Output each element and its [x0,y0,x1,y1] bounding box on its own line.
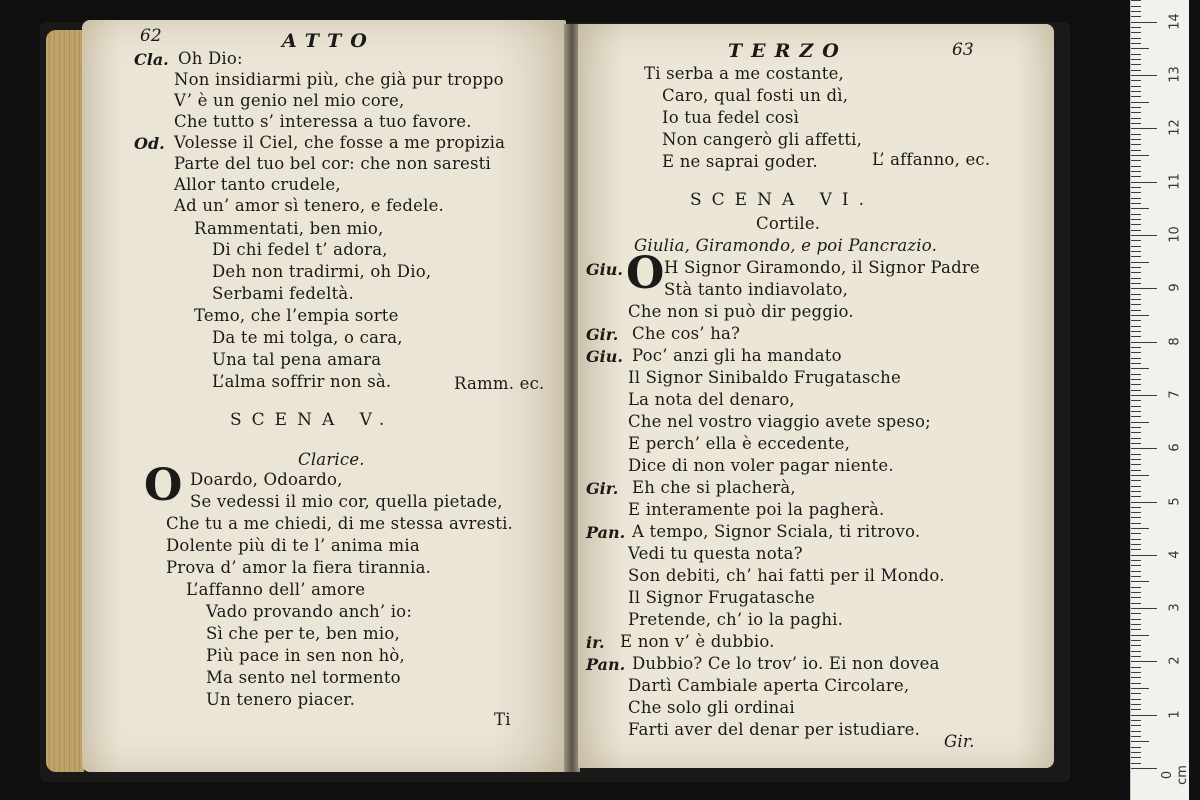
ruler-tick [1131,54,1141,55]
ruler-label: 6 [1167,443,1183,452]
verse-line: Allor tanto crudele, [174,175,341,194]
ruler-tick [1131,512,1141,513]
ruler-tick [1131,523,1141,524]
ruler-tick [1131,560,1141,561]
ruler-label: 10 [1167,226,1183,243]
ruler-tick [1131,267,1141,268]
ruler-tick [1131,256,1141,257]
dialogue-line: Dartì Cambiale aperta Circolare, [628,676,910,695]
ruler-tick [1131,208,1149,209]
ruler-tick [1131,640,1141,641]
ruler-tick [1131,629,1141,630]
verse-line: Che tu a me chiedi, di me stessa avresti. [166,514,513,533]
ruler-label: 9 [1167,283,1183,292]
drop-cap: O [626,248,665,299]
ruler-tick [1131,720,1141,721]
ruler-tick [1131,320,1141,321]
ruler-tick [1131,358,1141,359]
dialogue-line: Che nel vostro viaggio avete speso; [628,412,931,431]
ruler-tick [1131,16,1141,17]
verse-line: Prova d’ amor la fiera tirannia. [166,558,432,577]
ruler-tick [1131,347,1141,348]
dialogue-line: La nota del denaro, [628,390,795,409]
speaker-label: Od. [134,134,165,153]
ruler-tick [1131,608,1157,609]
ruler-tick [1131,688,1149,689]
dialogue-line: E non v’ è dubbio. [620,632,775,651]
ruler-tick [1131,336,1141,337]
ruler-tick [1131,486,1141,487]
ruler-tick [1131,128,1157,129]
ruler-tick [1131,496,1141,497]
ruler-tick [1131,86,1141,87]
ruler-tick [1131,731,1141,732]
verse-line: V’ è un genio nel mio core, [174,91,405,110]
dialogue-line: Pretende, ch’ io la paghi. [628,610,844,629]
speaker-label: Giu. [586,260,623,279]
ruler-tick [1131,438,1141,439]
verse-line: L’affanno dell’ amore [186,580,366,599]
ruler-label: 14 [1167,13,1183,30]
ruler-tick [1131,262,1149,263]
right-page [578,24,1054,768]
dialogue-line: Dubbio? Ce lo trov’ io. Ei non dovea [632,654,940,673]
ruler-tick [1131,171,1141,172]
cue-text: Ramm. ec. [454,374,545,393]
ruler-tick [1131,619,1141,620]
measurement-ruler [1130,0,1189,800]
scene-characters: Giulia, Giramondo, e poi Pancrazio. [634,236,938,255]
ruler-tick [1131,699,1141,700]
ruler-tick [1131,576,1141,577]
ruler-tick [1131,70,1141,71]
verse-line: Rammentati, ben mio, [194,219,384,238]
ruler-tick [1131,704,1141,705]
ruler-tick [1131,757,1141,758]
verse-line: Io tua fedel così [662,108,800,127]
ruler-tick [1131,502,1157,503]
ruler-tick [1131,645,1141,646]
ruler-tick [1131,533,1141,534]
ruler-tick [1131,272,1141,273]
verse-line: Più pace in sen non hò, [206,646,405,665]
ruler-tick [1131,475,1149,476]
speaker-label: Pan. [586,523,626,542]
ruler-tick [1131,331,1141,332]
ruler-tick [1131,48,1149,49]
ruler-tick [1131,0,1141,1]
ruler-label: 4 [1167,550,1183,559]
catchword: Ti [494,710,511,729]
dialogue-line: Vedi tu questa nota? [628,544,803,563]
ruler-tick [1131,64,1141,65]
ruler-tick [1131,240,1141,241]
ruler-tick [1131,683,1141,684]
ruler-tick [1131,304,1141,305]
dialogue-line: Che solo gli ordinai [628,698,795,717]
ruler-tick [1131,555,1157,556]
ruler-tick [1131,214,1141,215]
ruler-tick [1131,411,1141,412]
verse-line: Caro, qual fosti un dì, [662,86,849,105]
ruler-label: 3 [1167,603,1183,612]
dialogue-line: E interamente poi la pagherà. [628,500,885,519]
dialogue-line: Dice di non voler pagar niente. [628,456,894,475]
ruler-tick [1131,464,1141,465]
ruler-tick [1131,43,1141,44]
right-page-number: 63 [952,40,974,60]
ruler-tick [1131,672,1141,673]
verse-line: Una tal pena amara [212,350,382,369]
dialogue-line: Eh che si placherà, [632,478,796,497]
ruler-tick [1131,102,1149,103]
ruler-tick [1131,613,1141,614]
ruler-tick [1131,224,1141,225]
ruler-tick [1131,736,1141,737]
verse-line: Se vedessi il mio cor, quella pietade, [190,492,503,511]
ruler-tick [1131,448,1157,449]
ruler-tick [1131,299,1141,300]
speaker-label: Gir. [586,479,619,498]
verse-line: E ne saprai goder. [662,152,818,171]
left-running-head: ATTO [282,30,376,52]
ruler-tick [1131,187,1141,188]
ruler-tick [1131,656,1141,657]
verse-line: Ad un’ amor sì tenero, e fedele. [174,196,444,215]
ruler-tick [1131,134,1141,135]
ruler-tick [1131,507,1141,508]
ruler-tick [1131,768,1157,769]
ruler-tick [1131,581,1149,582]
ruler-tick [1131,139,1141,140]
ruler-tick [1131,539,1141,540]
scene-heading: SCENA V. [230,410,395,430]
drop-cap: O [144,460,183,511]
ruler-tick [1131,11,1141,12]
ruler-label: 8 [1167,336,1183,346]
ruler-tick [1131,75,1157,76]
ruler-tick [1131,219,1141,220]
left-page [82,20,566,772]
ruler-tick [1131,624,1141,625]
verse-line: Oh Dio: [178,49,243,68]
ruler-tick [1131,107,1141,108]
verse-line: Che tutto s’ interessa a tuo favore. [174,112,472,131]
ruler-tick [1131,693,1141,694]
ruler-tick [1131,667,1141,668]
ruler-tick [1131,544,1141,545]
ruler-tick [1131,160,1141,161]
ruler-tick [1131,176,1141,177]
ruler-tick [1131,747,1141,748]
ruler-tick [1131,363,1141,364]
dialogue-line: Che non si può dir peggio. [628,302,854,321]
catchword: Gir. [944,732,975,751]
ruler-tick [1131,763,1141,764]
speaker-label: Cla. [134,50,169,69]
ruler-tick [1131,6,1141,7]
ruler-tick [1131,603,1141,604]
ruler-tick [1131,549,1141,550]
ruler-tick [1131,368,1149,369]
scene-character: Clarice. [298,450,365,469]
dialogue-line: Poc’ anzi gli ha mandato [632,346,842,365]
ruler-tick [1131,150,1141,151]
ruler-tick [1131,400,1141,401]
ruler-tick [1131,384,1141,385]
ruler-tick [1131,587,1141,588]
verse-line: Serbami fedeltà. [212,284,354,303]
verse-line: Temo, che l’empia sorte [194,306,399,325]
ruler-tick [1131,310,1141,311]
speaker-label: Gir. [586,325,619,344]
ruler-tick [1131,144,1141,145]
verse-line: Deh non tradirmi, oh Dio, [212,262,432,281]
ruler-label: 1 [1167,710,1183,719]
dialogue-line: Stà tanto indiavolato, [664,280,849,299]
ruler-tick [1131,517,1141,518]
ruler-tick [1131,278,1141,279]
scene-heading: SCENA VI. [690,190,875,210]
speaker-label: ir. [586,633,605,652]
verse-line: Non insidiarmi più, che già pur troppo [174,70,504,89]
dialogue-line: Son debiti, ch’ hai fatti per il Mondo. [628,566,945,585]
verse-line: Sì che per te, ben mio, [206,624,400,643]
verse-line: Un tenero piacer. [206,690,356,709]
ruler-tick [1131,635,1149,636]
ruler-tick [1131,528,1149,529]
dialogue-line: Farti aver del denar per istudiare. [628,720,921,739]
scene-setting: Cortile. [756,214,821,233]
ruler-tick [1131,123,1141,124]
ruler-tick [1131,251,1141,252]
ruler-tick [1131,571,1141,572]
ruler-tick [1131,725,1141,726]
ruler-tick [1131,91,1141,92]
verse-line: Ma sento nel tormento [206,668,401,687]
dialogue-line: Il Signor Sinibaldo Frugatasche [628,368,901,387]
ruler-tick [1131,390,1141,391]
cue-text: L’ affanno, ec. [872,150,991,169]
ruler-tick [1131,235,1157,236]
ruler-tick [1131,294,1141,295]
ruler-tick [1131,379,1141,380]
ruler-tick [1131,59,1141,60]
ruler-tick [1131,374,1141,375]
verse-line: Di chi fedel t’ adora, [212,240,388,259]
ruler-tick [1131,454,1141,455]
ruler-tick [1131,326,1141,327]
ruler-tick [1131,230,1141,231]
right-running-head: TERZO [728,40,848,62]
verse-line: L’alma soffrir non sà. [212,372,392,391]
page-edges [46,30,84,772]
ruler-tick [1131,283,1141,284]
ruler-tick [1131,182,1157,183]
verse-line: Volesse il Ciel, che fosse a me propizia [174,133,506,152]
ruler-tick [1131,592,1141,593]
left-page-number: 62 [140,26,162,46]
ruler-tick [1131,427,1141,428]
ruler-tick [1131,752,1141,753]
ruler-tick [1131,565,1141,566]
dialogue-line: H Signor Giramondo, il Signor Padre [664,258,980,277]
verse-line: Non cangerò gli affetti, [662,130,863,149]
speaker-label: Pan. [586,655,626,674]
ruler-tick [1131,80,1141,81]
ruler-tick [1131,715,1157,716]
ruler-tick [1131,192,1141,193]
ruler-tick [1131,651,1141,652]
verse-line: Da te mi tolga, o cara, [212,328,403,347]
ruler-tick [1131,422,1149,423]
ruler-tick [1131,112,1141,113]
ruler-tick [1131,416,1141,417]
ruler-tick [1131,709,1141,710]
dialogue-line: Il Signor Frugatasche [628,588,816,607]
ruler-tick [1131,166,1141,167]
ruler-tick [1131,661,1157,662]
ruler-tick [1131,352,1141,353]
ruler-tick [1131,118,1141,119]
ruler-tick [1131,96,1141,97]
verse-line: Parte del tuo bel cor: che non saresti [174,154,491,173]
ruler-tick [1131,288,1157,289]
ruler-tick [1131,198,1141,199]
ruler-label: 2 [1167,656,1183,666]
ruler-tick [1131,22,1157,23]
ruler-tick [1131,246,1141,247]
ruler-tick [1131,406,1141,407]
ruler-label: 7 [1167,390,1183,399]
ruler-tick [1131,203,1141,204]
ruler-tick [1131,677,1141,678]
ruler-tick [1131,480,1141,481]
verse-line: Ti serba a me costante, [644,64,845,83]
ruler-tick [1131,741,1149,742]
ruler-label: 5 [1167,496,1183,506]
ruler-tick [1131,342,1157,343]
speaker-label: Giu. [586,347,623,366]
dialogue-line: E perch’ ella è eccedente, [628,434,851,453]
ruler-tick [1131,395,1157,396]
ruler-unit-label: 0 cm [1160,765,1190,785]
ruler-tick [1131,315,1149,316]
verse-line: Vado provando anch’ io: [206,602,413,621]
ruler-tick [1131,491,1141,492]
ruler-tick [1131,155,1149,156]
ruler-tick [1131,38,1141,39]
ruler-tick [1131,459,1141,460]
dialogue-line: Che cos’ ha? [632,324,741,343]
ruler-label: 13 [1167,66,1183,83]
verse-line: Doardo, Odoardo, [190,470,343,489]
ruler-tick [1131,470,1141,471]
dialogue-line: A tempo, Signor Sciala, ti ritrovo. [632,522,921,541]
verse-line: Dolente più di te l’ anima mia [166,536,420,555]
ruler-tick [1131,443,1141,444]
ruler-tick [1131,27,1141,28]
ruler-tick [1131,432,1141,433]
ruler-label: 11 [1167,172,1183,190]
ruler-tick [1131,597,1141,598]
ruler-label: 12 [1167,119,1183,137]
ruler-tick [1131,32,1141,33]
